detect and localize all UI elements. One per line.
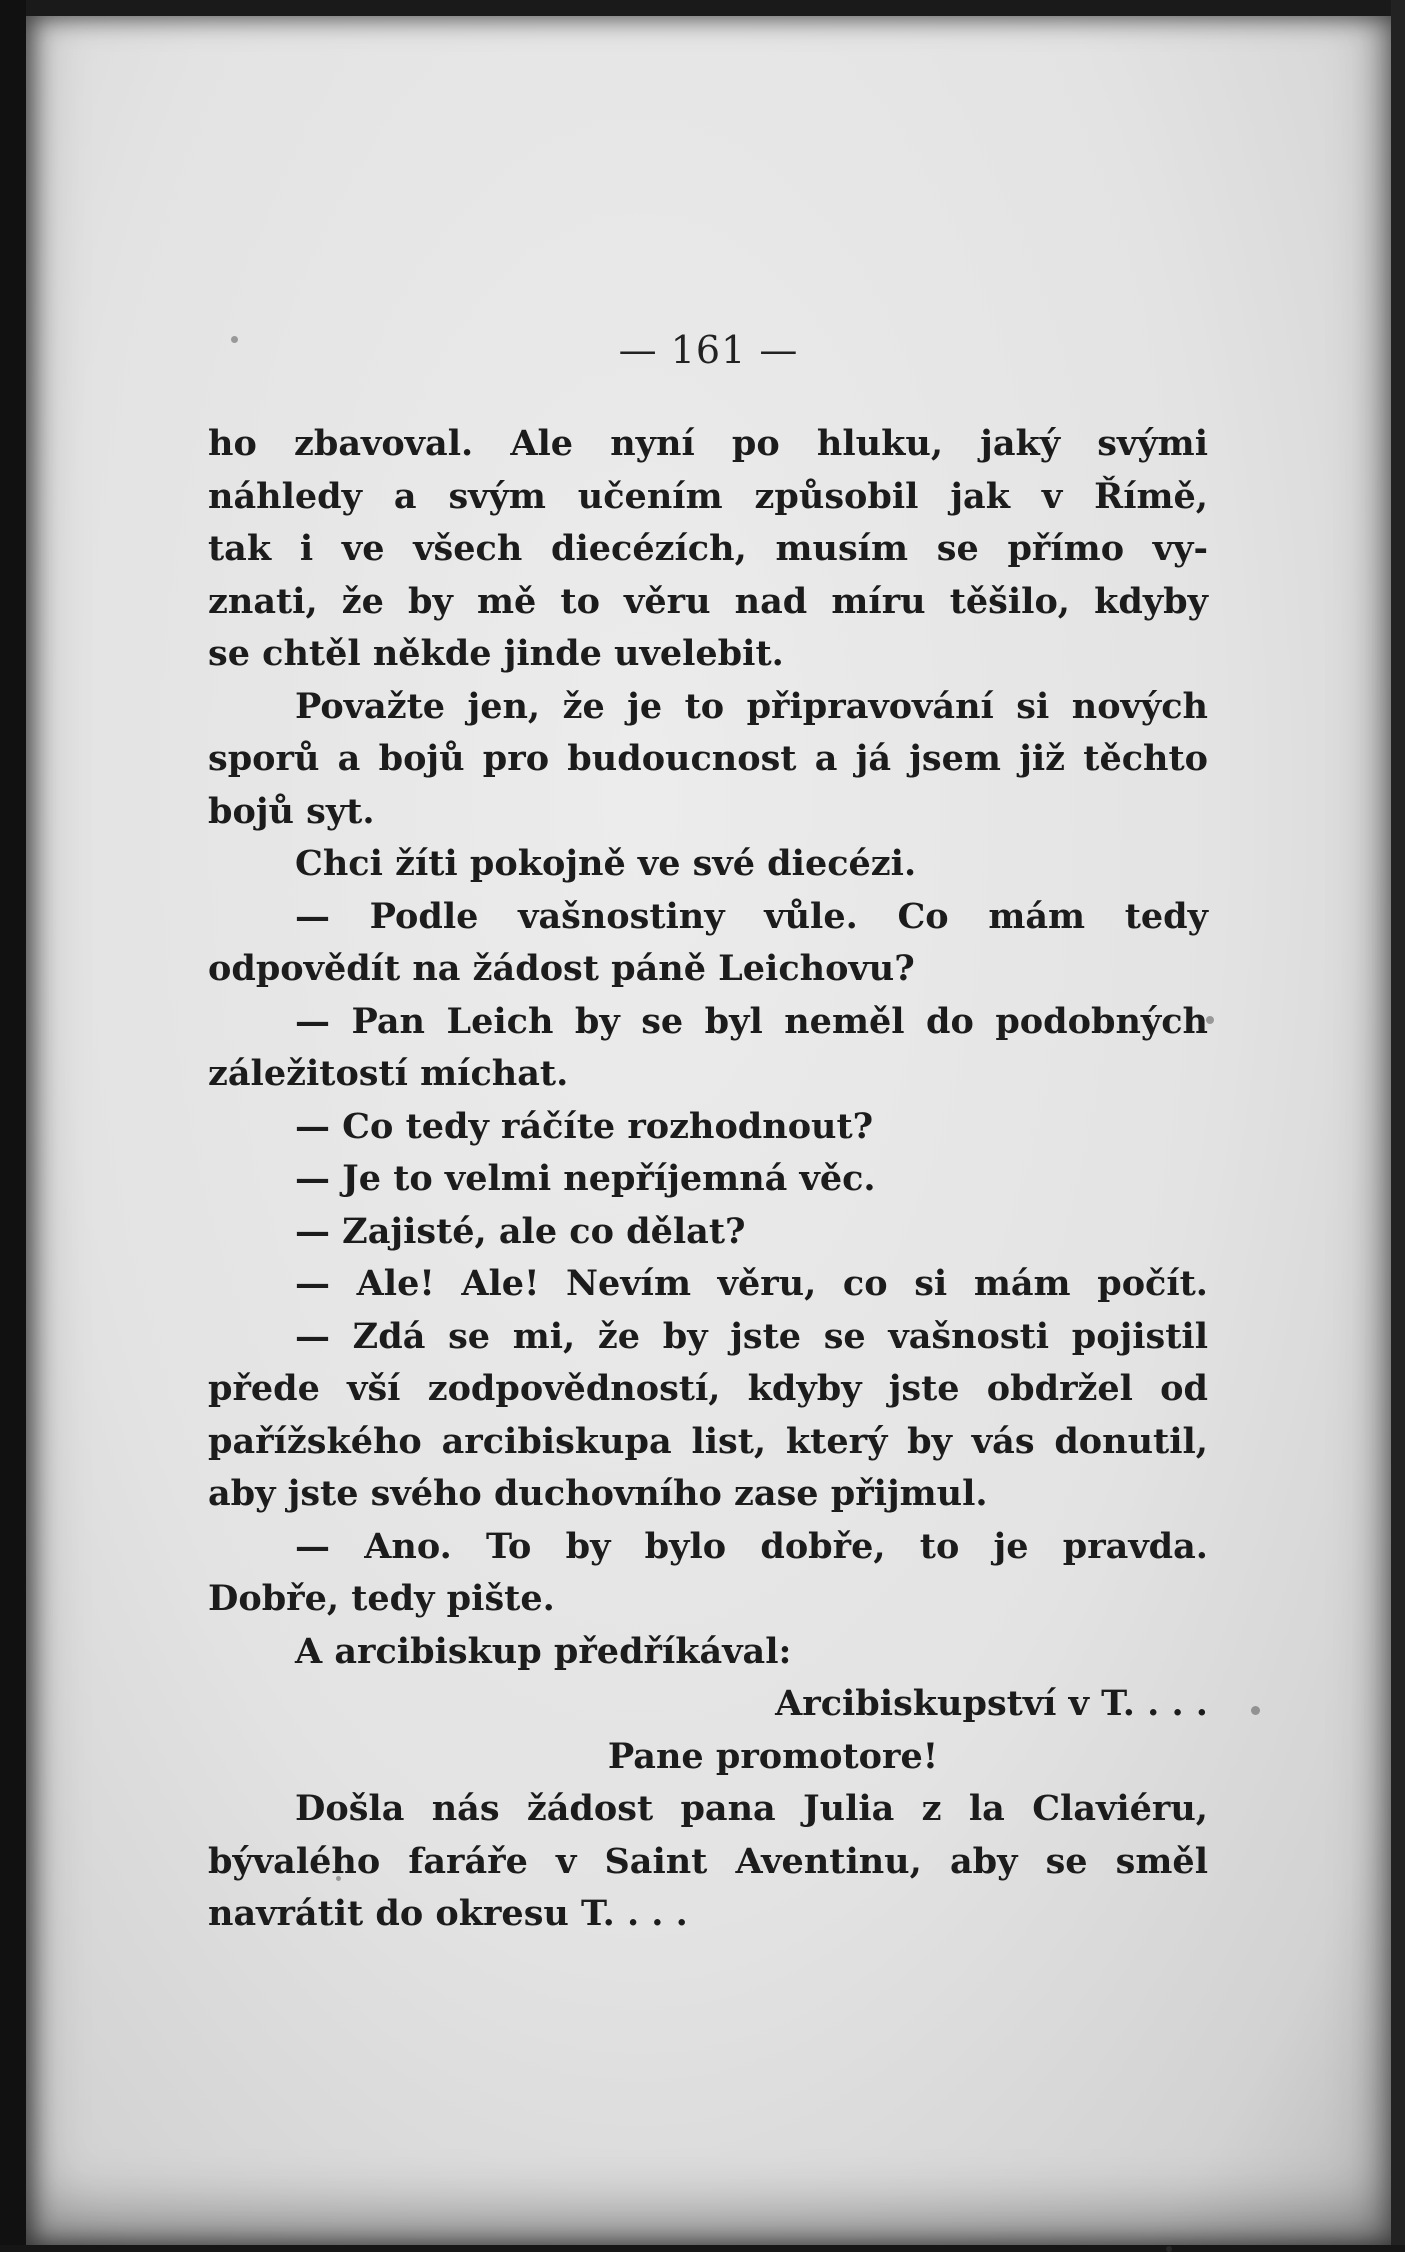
text-line: odpovědít na žádost páně Leichovu? xyxy=(208,948,915,989)
text-line: — Zajisté, ale co dělat? xyxy=(295,1210,746,1252)
text-line: Došla nás žádost pana Julia z la Claviéru, xyxy=(295,1788,1208,1829)
text-line: — Co tedy ráčíte rozhodnout? xyxy=(295,1105,874,1147)
scan-border-left xyxy=(0,0,26,2245)
scan-border-top xyxy=(0,0,1405,16)
text-line-letter-heading: Arcibiskupství v T. . . . xyxy=(775,1683,1208,1724)
body-text xyxy=(208,418,1208,1941)
text-line: — Je to velmi nepříjemná věc. xyxy=(295,1158,876,1199)
text-line: — Ano. To by bylo dobře, to je pravda. xyxy=(295,1525,1208,1567)
book-page xyxy=(26,16,1391,2245)
text-line: aby jste svého duchovního zase přijmul. xyxy=(208,1473,988,1514)
text-line: — Pan Leich by se byl neměl do podobných xyxy=(295,1000,1208,1042)
page-speck xyxy=(1166,2246,1172,2252)
text-line: sporů a bojů pro budoucnost a já jsem již těchto xyxy=(208,738,1208,779)
text-line: se chtěl někde jinde uvelebit. xyxy=(208,633,784,674)
text-line: Dobře, tedy pište. xyxy=(208,1578,555,1619)
page-number: — 161 — xyxy=(618,328,799,372)
text-line: ho zbavoval. Ale nyní po hluku, jaký svými xyxy=(208,423,1208,464)
text-line: bojů syt. xyxy=(208,790,375,832)
text-line: přede vší zodpovědností, kdyby jste obdržel od xyxy=(208,1368,1208,1409)
text-line: Chci žíti pokojně ve své diecézi. xyxy=(295,843,917,884)
text-line: znati, že by mě to věru nad míru těšilo, kdyby xyxy=(208,580,1208,622)
scan-border-right xyxy=(1391,0,1405,2245)
text-line: tak i ve všech diecézích, musím se přímo vy- xyxy=(208,528,1208,569)
text-line-salutation: Pane promotore! xyxy=(607,1735,939,1777)
text-line: pařížského arcibiskupa list, který by vás donutil, xyxy=(208,1420,1208,1462)
text-line: záležitostí míchat. xyxy=(208,1053,569,1094)
text-line: náhledy a svým učením způsobil jak v Římě, xyxy=(208,475,1208,517)
text-line: — Zdá se mi, že by jste se vašnosti pojistil xyxy=(295,1315,1208,1357)
text-line: — Podle vašnostiny vůle. Co mám tedy xyxy=(295,895,1208,937)
text-line: navrátit do okresu T. . . . xyxy=(208,1893,688,1934)
page-speck xyxy=(1251,1706,1260,1715)
text-line: — Ale! Ale! Nevím věru, co si mám počít. xyxy=(295,1263,1208,1304)
text-line: A arcibiskup předříkával: xyxy=(295,1630,792,1672)
text-line: Považte jen, že je to připravování si nových xyxy=(295,685,1208,727)
text-line: bývalého faráře v Saint Aventinu, aby se směl xyxy=(208,1840,1208,1882)
